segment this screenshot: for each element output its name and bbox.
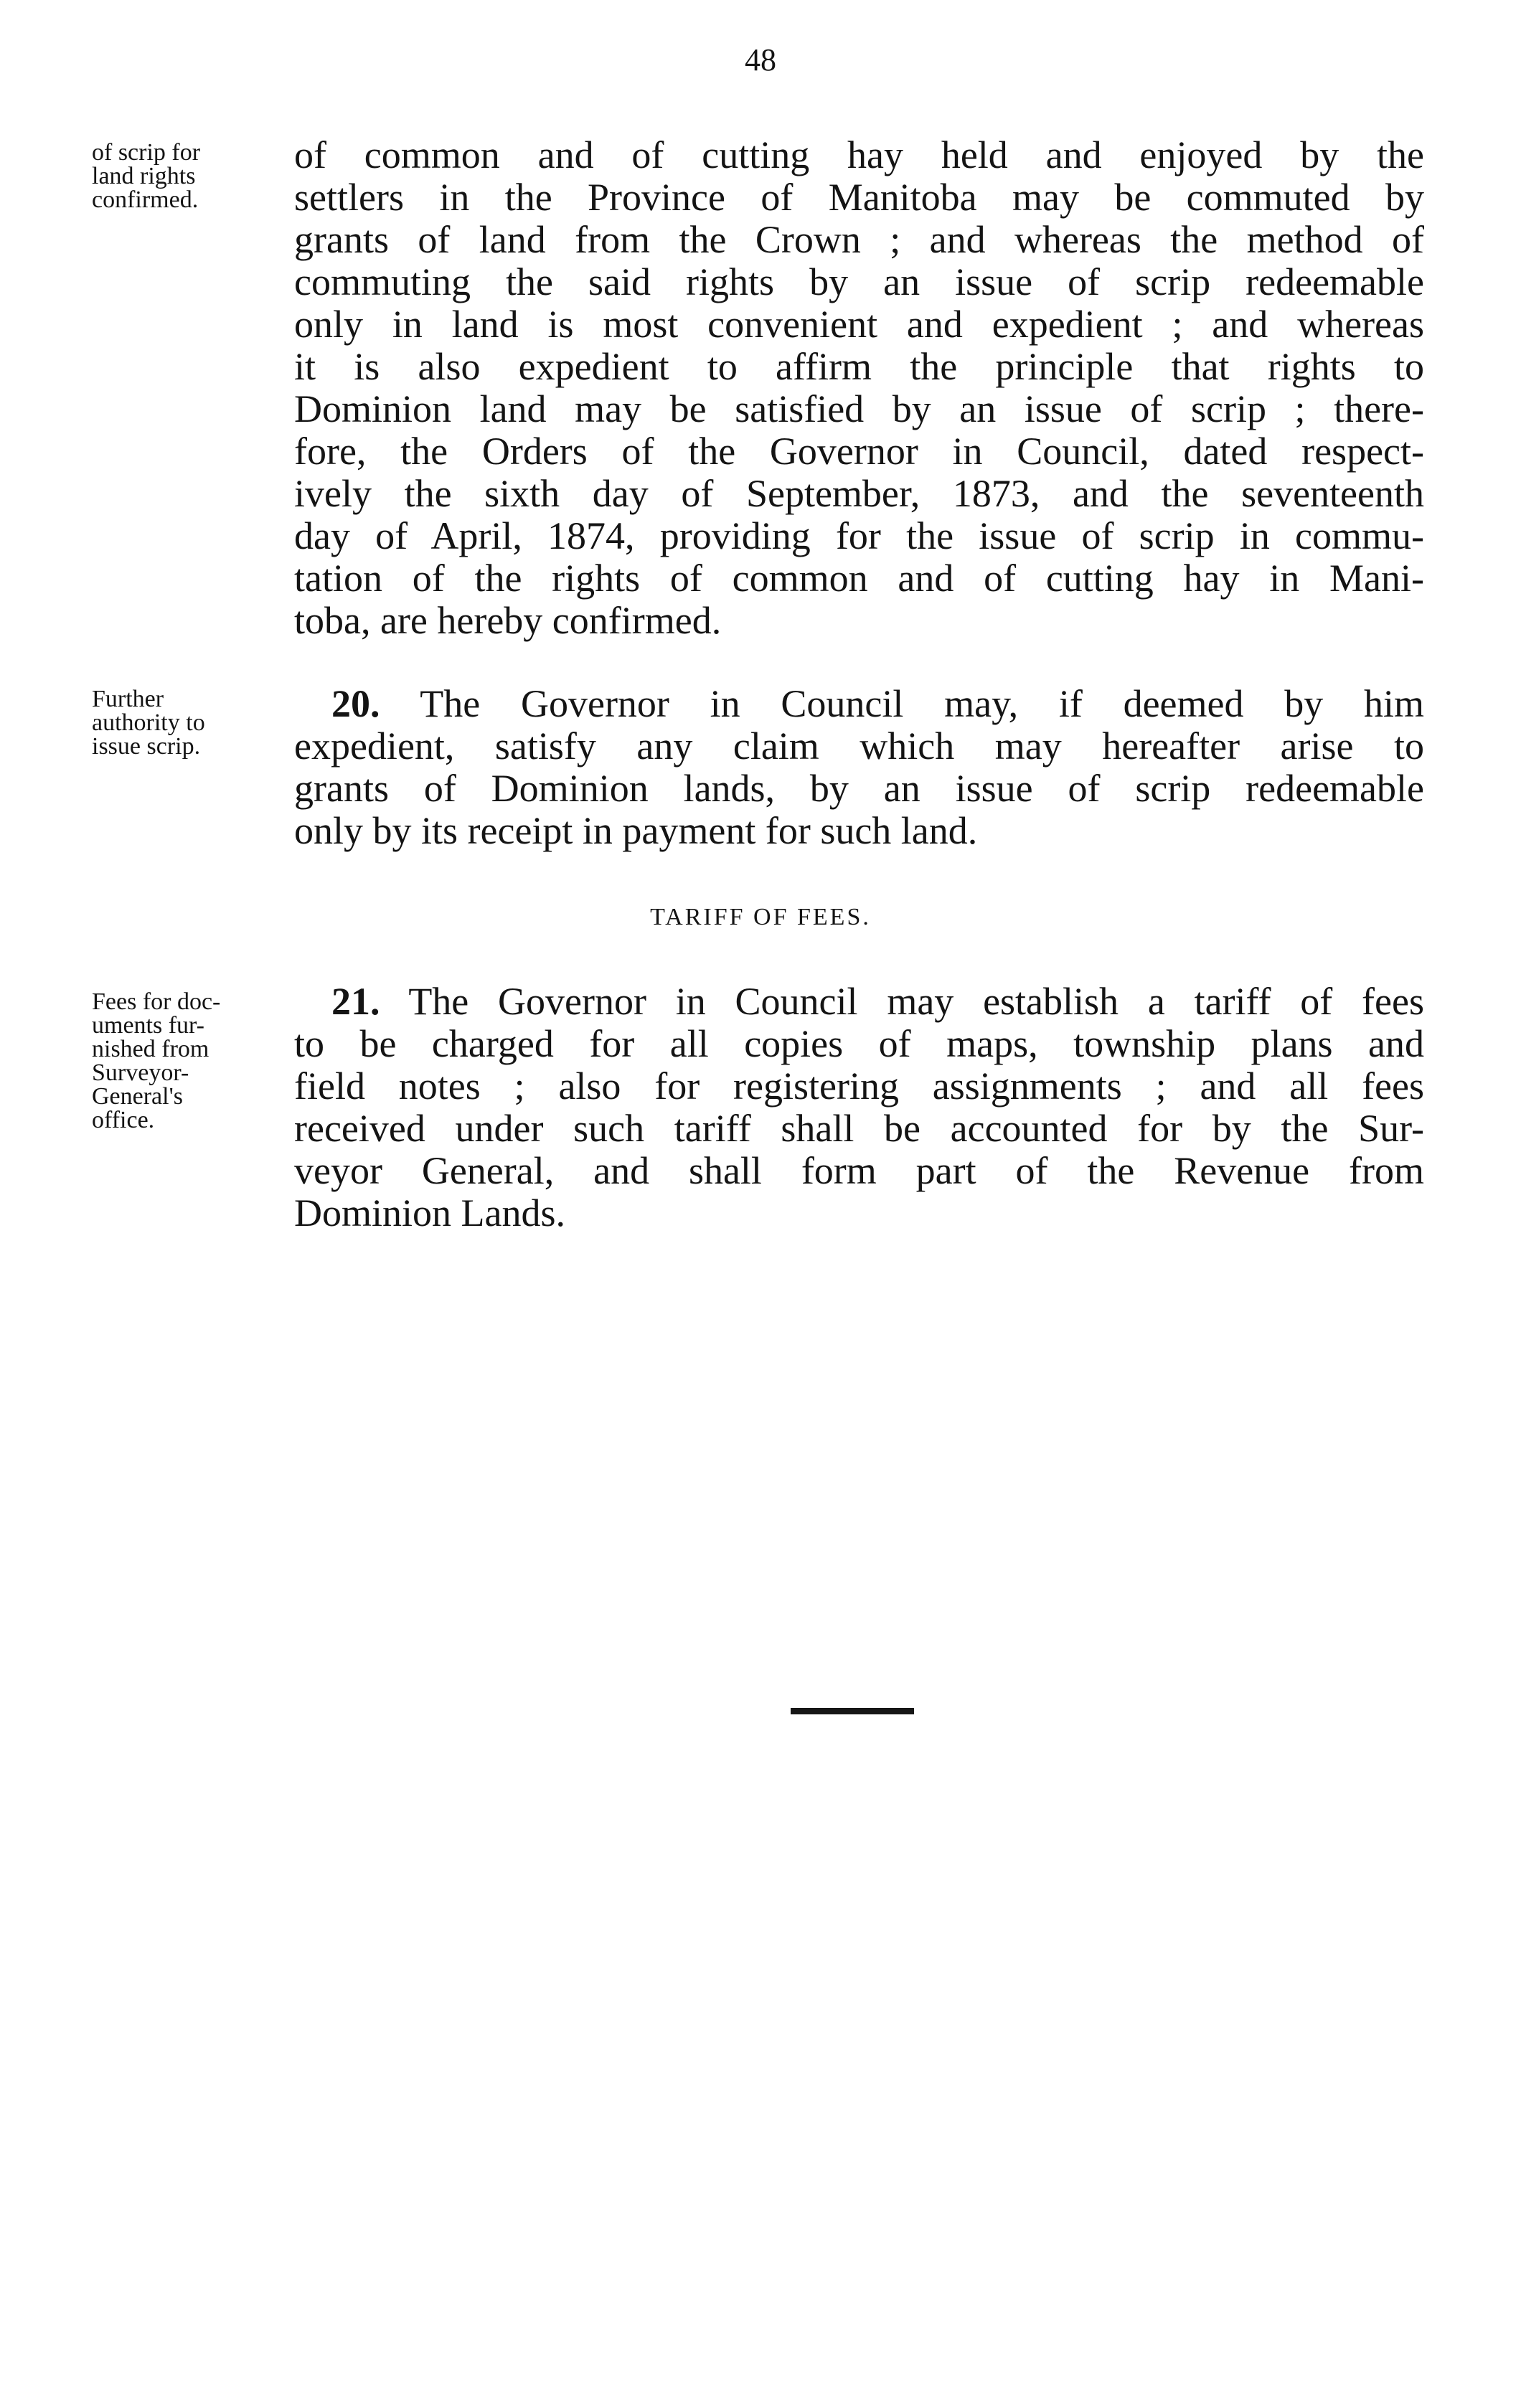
margin-note-line: confirmed. [92, 186, 199, 213]
text-line: fore, the Orders of the Governor in Council, dated respect- [294, 430, 1424, 473]
text-line: day of April, 1874, providing for the issue of scrip in commu- [294, 514, 1424, 557]
text-line: received under such tariff shall be accounted for by the Sur- [294, 1107, 1424, 1150]
text-line: grants of Dominion lands, by an issue of scrip redeemable [294, 767, 1424, 810]
text-line: only by its receipt in payment for such land. [294, 809, 978, 852]
text-line: Dominion land may be satisfied by an issue of scrip ; there- [294, 387, 1424, 430]
text-line: tation of the rights of common and of cutting hay in Mani- [294, 557, 1424, 600]
margin-note-scrip-confirmed [92, 141, 278, 212]
margin-note-line: of scrip for [92, 139, 201, 166]
margin-note-line: land rights [92, 163, 196, 189]
margin-note-line: issue scrip. [92, 733, 201, 760]
text-line: only in land is most convenient and expedient ; and whereas [294, 303, 1424, 346]
text-line: ively the sixth day of September, 1873, and the seventeenth [294, 472, 1424, 515]
text-line: Dominion Lands. [294, 1191, 565, 1234]
section-number: 20. [331, 682, 380, 725]
section-21 [294, 981, 1424, 1234]
margin-note-fees [92, 990, 278, 1132]
page-number: 48 [745, 42, 776, 77]
margin-note-line: Fees for doc- [92, 988, 221, 1015]
margin-note-line: uments fur- [92, 1012, 205, 1039]
margin-note-line: Further [92, 686, 164, 712]
text-line: veyor General, and shall form part of the Revenue from [294, 1149, 1424, 1192]
text-line: settlers in the Province of Manitoba may be commuted by [294, 176, 1424, 219]
text-line [294, 981, 1424, 1023]
text-line: field notes ; also for registering assignments ; and all fees [294, 1064, 1424, 1108]
text-line: commuting the said rights by an issue of scrip redeemable [294, 260, 1424, 303]
text-line: it is also expedient to affirm the principle that rights to [294, 345, 1424, 388]
text-line: expedient, satisfy any claim which may hereafter arise to [294, 724, 1424, 768]
section-20 [294, 683, 1424, 852]
margin-note-line: authority to [92, 709, 205, 736]
continuation-paragraph [294, 134, 1424, 642]
margin-note-line: General's [92, 1083, 183, 1110]
margin-note-further-authority [92, 687, 278, 758]
margin-note-line: nished from [92, 1036, 209, 1062]
section-first-line: The Governor in Council may, if deemed by him [420, 682, 1424, 725]
text-line: of common and of cutting hay held and enjoyed by the [294, 133, 1424, 176]
text-line: to be charged for all copies of maps, township plans and [294, 1022, 1424, 1065]
text-line: toba, are hereby confirmed. [294, 599, 722, 642]
margin-note-line: office. [92, 1107, 155, 1133]
closing-rule [791, 1708, 914, 1714]
text-line [294, 683, 1424, 725]
text-line: grants of land from the Crown ; and whereas the method of [294, 218, 1424, 261]
margin-note-line: Surveyor- [92, 1059, 189, 1086]
section-first-line: The Governor in Council may establish a tariff of fees [408, 980, 1424, 1023]
section-number: 21. [331, 980, 380, 1023]
tariff-heading: TARIFF OF FEES. [650, 904, 871, 930]
